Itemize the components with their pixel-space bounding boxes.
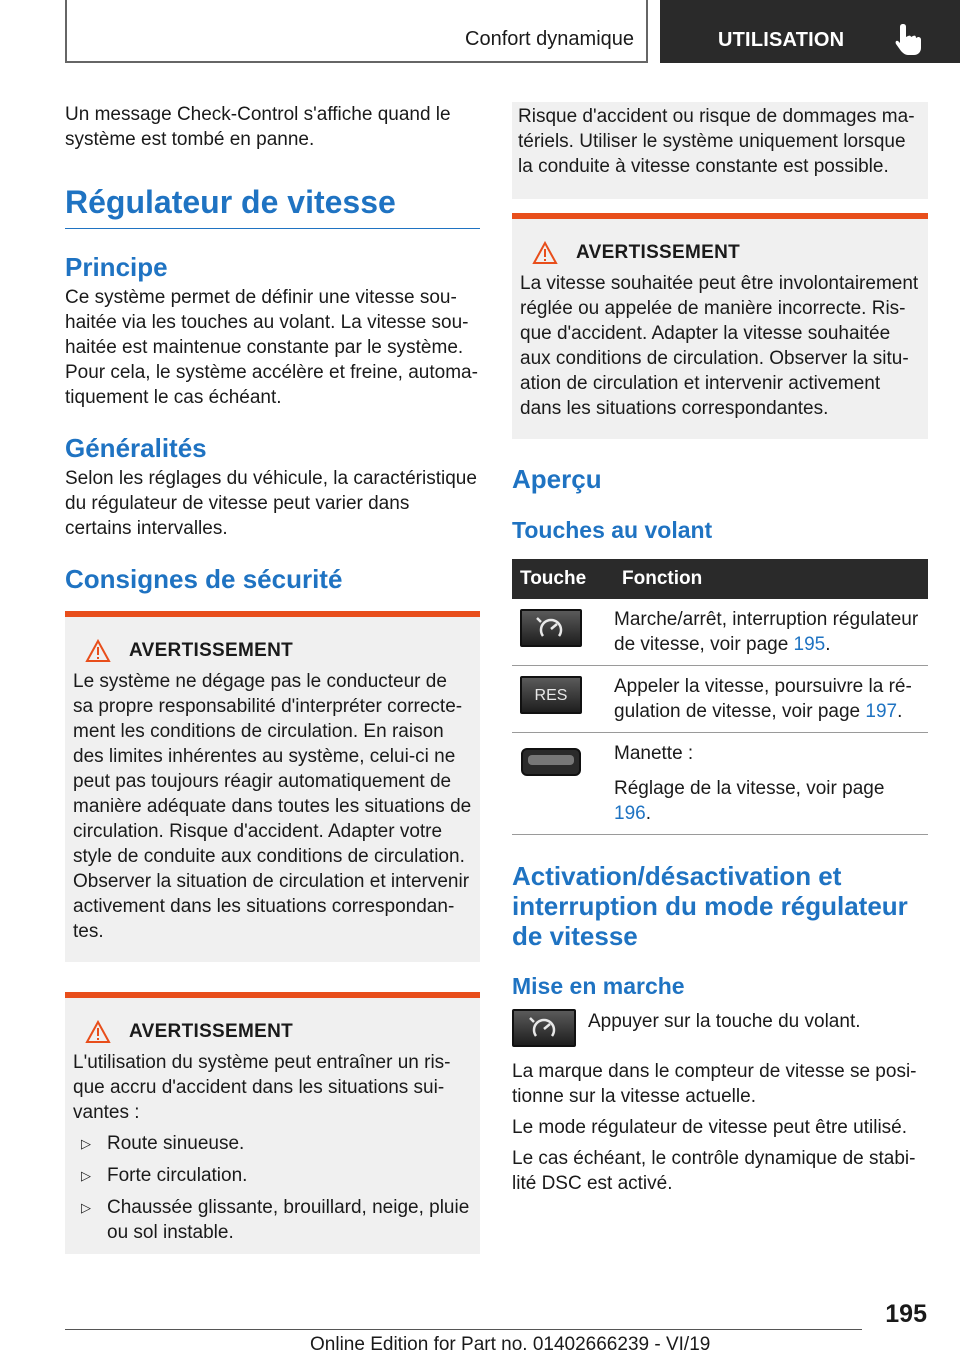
warning-3-text: La vitesse souhaitée peut être involontairement réglée ou appelée de manière incorrecte. Risque d'accident. Adapter la vitesse souhaitée aux conditions de circulation. Observer la situation de circulation et intervenir activement dans les situations correspondantes. xyxy=(520,273,919,419)
warning-box-2 xyxy=(65,992,480,1254)
table-cell-function: Manette : Réglage de la vitesse, voir page 196. xyxy=(614,733,928,835)
heading-activation: Activation/désactivation et interruption du mode régulateur de vitesse xyxy=(512,861,908,951)
table-header-fonction: Fonction xyxy=(614,559,928,599)
footer-edition: Online Edition for Part no. 01402666239 - VI/19 xyxy=(310,1334,711,1355)
situations-list xyxy=(73,1131,472,1245)
res-button-icon: RES xyxy=(520,676,582,714)
warning-title: AVERTISSEMENT xyxy=(532,239,920,267)
right-column xyxy=(512,102,928,1196)
page-number: 195 xyxy=(885,1300,927,1328)
press-text: Appuyer sur la touche du volant. xyxy=(588,1011,861,1032)
table-header-touche: Touche xyxy=(512,559,614,599)
warning-box-3 xyxy=(512,213,928,439)
keys-table xyxy=(512,559,928,835)
main-title: Régulateur de vitesse xyxy=(65,184,396,220)
page-reference-link[interactable]: 195 xyxy=(793,634,826,655)
intro-text: Un message Check-Control s'affiche quand le système est tombé en panne. xyxy=(65,104,451,150)
cruise-control-button-icon xyxy=(520,609,582,647)
table-row xyxy=(512,599,928,666)
list-item: ▷ Route sinueuse. xyxy=(73,1131,472,1156)
warning-continued-box xyxy=(512,102,928,199)
pointing-hand-icon xyxy=(894,22,924,56)
heading-consignes: Consignes de sécurité xyxy=(65,564,343,594)
warning-continued-text: Risque d'accident ou risque de dommages matériels. Utiliser le système uniquement lorsque la conduite à vitesse constante est possible. xyxy=(518,106,915,177)
chapter-title: UTILISATION xyxy=(718,29,845,51)
generalites-text: Selon les réglages du véhicule, la caractéristique du régulateur de vitesse peut varier dans certains intervalles. xyxy=(65,468,477,539)
warning-triangle-icon xyxy=(85,639,111,663)
heading-principe: Principe xyxy=(65,252,168,282)
activation-text-3: Le cas échéant, le contrôle dynamique de stabilité DSC est activé. xyxy=(512,1148,916,1194)
header-chapter-box xyxy=(660,0,960,63)
warning-2-text: L'utilisation du système peut entraîner un risque accru d'accident dans les situations suivantes : xyxy=(73,1052,451,1123)
warning-triangle-icon xyxy=(532,241,558,265)
heading-mise-en-marche: Mise en marche xyxy=(512,973,685,999)
activation-text-1: La marque dans le compteur de vitesse se positionne sur la vitesse actuelle. xyxy=(512,1061,917,1107)
press-instruction xyxy=(512,1009,928,1047)
page-reference-link[interactable]: 196 xyxy=(614,803,646,824)
warning-box-1 xyxy=(65,611,480,962)
heading-apercu: Aperçu xyxy=(512,464,602,494)
heading-touches: Touches au volant xyxy=(512,517,713,543)
table-cell-function: Marche/arrêt, interruption régulateur de vitesse, voir page 195. xyxy=(614,599,928,666)
table-row xyxy=(512,733,928,835)
heading-generalites: Généralités xyxy=(65,433,207,463)
warning-title: AVERTISSEMENT xyxy=(85,1018,472,1046)
cruise-control-button-icon xyxy=(512,1009,576,1047)
footer-divider xyxy=(65,1329,862,1330)
page-reference-link[interactable]: 197 xyxy=(865,701,898,722)
activation-text-2: Le mode régulateur de vitesse peut être utilisé. xyxy=(512,1117,908,1138)
principe-text: Ce système permet de définir une vitesse souhaitée via les touches au volant. La vitesse souhaitée est maintenue constante par le système. Pour cela, le système accélère et freine, automatiquement le cas échéant. xyxy=(65,287,478,408)
table-row xyxy=(512,666,928,733)
header-section-box xyxy=(65,0,648,63)
list-item: ▷ Forte circulation. xyxy=(73,1163,472,1188)
warning-triangle-icon xyxy=(85,1020,111,1044)
table-cell-function: Appeler la vitesse, poursuivre la régulation de vitesse, voir page 197. xyxy=(614,666,928,733)
warning-1-text: Le système ne dégage pas le conducteur de sa propre responsabilité d'interpréter correctement les conditions de circulation. En raison des limites inhérentes au système, celui-ci ne peut pas toujours réagir automatiquement de manière adéquate dans toutes les situations de circulation. Risque d'accident. Adapter votre style de conduite aux conditions de circulation. Observer la situation de circulation et intervenir activement dans les situations correspondantes. xyxy=(73,671,472,942)
rocker-lever-icon xyxy=(520,743,582,781)
section-title: Confort dynamique xyxy=(465,28,634,50)
list-item: ▷ Chaussée glissante, brouillard, neige, pluie ou sol instable. xyxy=(73,1195,472,1245)
left-column xyxy=(65,102,480,1254)
main-title-wrap xyxy=(65,182,480,229)
warning-title: AVERTISSEMENT xyxy=(85,637,472,665)
